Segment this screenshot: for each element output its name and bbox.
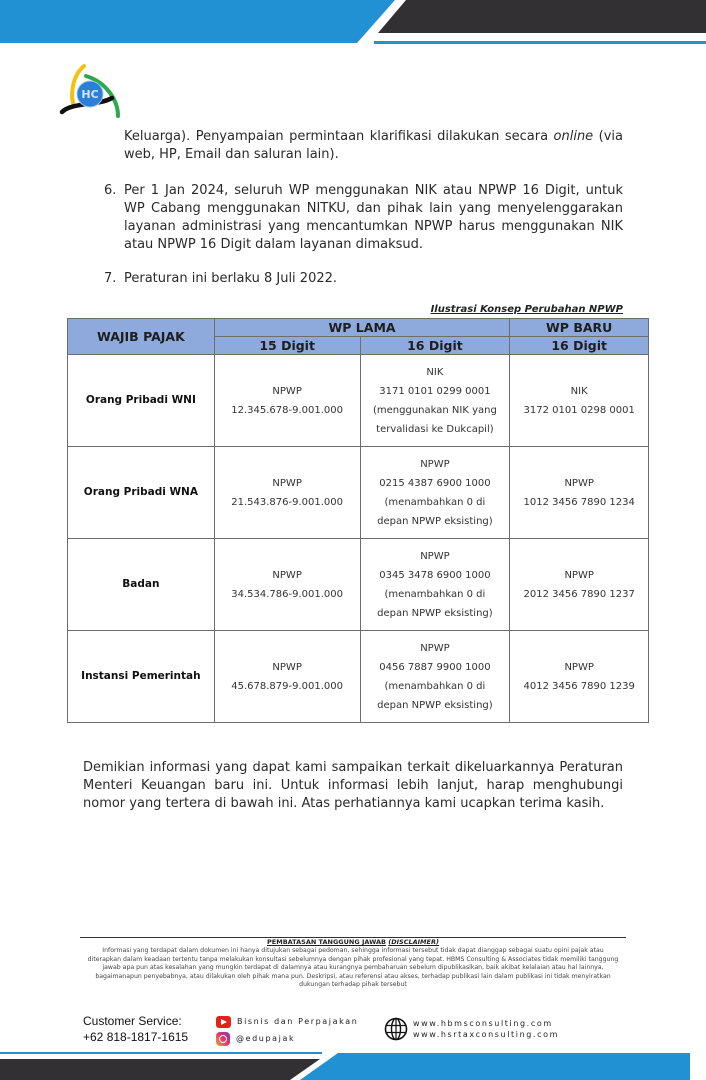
header-wajib-pajak: WAJIB PAJAK (68, 319, 215, 355)
cell-lama-16: NPWP 0215 4387 6900 1000 (menambahkan 0 di depan NPWP eksisting) (360, 447, 510, 539)
footer-dark-band (0, 1059, 320, 1080)
row-label: Badan (68, 539, 215, 631)
list-item-text: Per 1 Jan 2024, seluruh WP menggunakan NIK atau NPWP 16 Digit, untuk WP Cabang menggunakan NITKU, dan pihak lain yang menyelenggarakan layanan administrasi yang mencantumkan NPWP harus menggunakan NIK atau NPWP 16 Digit dalam layanan dimaksud. (124, 183, 623, 252)
youtube-link[interactable]: Bisnis dan Perpajakan (216, 1013, 358, 1030)
row-label: Orang Pribadi WNA (68, 447, 215, 539)
disclaimer-body: Informasi yang terdapat dalam dokumen ini hanya ditujukan sebagai pedoman, sehingga informasi tersebut tidak dapat dianggap sebagai suatu opini pajak atau diterapkan dalam keadaan tertentu tanpa melakukan konsultasi sebelumnya dengan pihak profesional yang tepat. HBMS Consulting & Associates tidak memiliki tanggung jawab apa pun atas kesalahan yang mungkin terdapat di dalamnya atau kurangnya pembaharuan sebelum dipublikasikan, baik akibat kelalaian atau hal lainnya, bagaimanapun penyebabnya, atau dilakukan oleh pihak mana pun. Deskripsi, atau referensi atau akses, terhadap publikasi lain dalam publikasi ini tidak menyiratkan dukungan terhadap pihak tersebut (87, 947, 619, 989)
table-row (68, 631, 649, 723)
cell-baru-16: NPWP 2012 3456 7890 1237 (510, 539, 649, 631)
list-number: 7. (104, 271, 117, 286)
customer-service-label: Customer Service: (83, 1014, 182, 1028)
table-row (68, 355, 649, 447)
disclaimer-title: PEMBATASAN TANGGUNG JAWAB (DISCLAIMER) (267, 938, 439, 946)
header-blue-line (374, 41, 706, 44)
cell-lama-16: NPWP 0456 7887 9900 1000 (menambahkan 0 di depan NPWP eksisting) (360, 631, 510, 723)
header-wp-baru: WP BARU (510, 319, 649, 337)
row-label: Instansi Pemerintah (68, 631, 215, 723)
instagram-icon (216, 1032, 230, 1046)
continuation-paragraph: Keluarga). Penyampaian permintaan klarifikasi dilakukan secara online (via web, HP, Email dan saluran lain). (124, 129, 623, 162)
row-label: Orang Pribadi WNI (68, 355, 215, 447)
cell-lama-16: NPWP 0345 3478 6900 1000 (menambahkan 0 di depan NPWP eksisting) (360, 539, 510, 631)
website-link-hbms[interactable]: www.hbmsconsulting.com (413, 1019, 553, 1028)
cell-lama-15: NPWP 34.534.786-9.001.000 (214, 539, 360, 631)
customer-service (83, 1013, 188, 1045)
cell-lama-15: NPWP 12.345.678-9.001.000 (214, 355, 360, 447)
header-lama-16-digit: 16 Digit (360, 337, 510, 355)
footer-blue-band (300, 1053, 690, 1080)
youtube-icon (216, 1016, 231, 1028)
hbms-logo-icon (58, 62, 122, 120)
header-baru-16-digit: 16 Digit (510, 337, 649, 355)
cell-lama-16: NIK 3171 0101 0299 0001 (menggunakan NIK yang tervalidasi ke Dukcapil) (360, 355, 510, 447)
cell-baru-16: NPWP 1012 3456 7890 1234 (510, 447, 649, 539)
globe-icon (384, 1017, 408, 1041)
customer-service-phone[interactable]: +62 818-1817-1615 (83, 1030, 189, 1044)
header-wp-lama: WP LAMA (214, 319, 510, 337)
social-links (216, 1013, 358, 1047)
header-lama-15-digit: 15 Digit (214, 337, 360, 355)
footer-blue-line (0, 1052, 322, 1054)
table-row (68, 539, 649, 631)
list-item-text: Peraturan ini berlaku 8 Juli 2022. (124, 271, 338, 286)
website-links (384, 1017, 559, 1041)
svg-text:HC: HC (81, 88, 99, 101)
cell-baru-16: NIK 3172 0101 0298 0001 (510, 355, 649, 447)
cell-lama-15: NPWP 21.543.876-9.001.000 (214, 447, 360, 539)
instagram-link[interactable]: @edupajak (216, 1030, 358, 1047)
header-blue-band (0, 0, 395, 43)
npwp-table (67, 318, 649, 723)
cell-lama-15: NPWP 45.678.879-9.001.000 (214, 631, 360, 723)
closing-paragraph: Demikian informasi yang dapat kami sampaikan terkait dikeluarkannya Peraturan Menteri Keuangan baru ini. Untuk informasi lebih lanjut, harap menghubungi nomor yang tertera di bawah ini. Atas perhatiannya kami ucapkan terima kasih. (83, 760, 623, 811)
table-row (68, 447, 649, 539)
list-number: 6. (104, 183, 117, 198)
cell-baru-16: NPWP 4012 3456 7890 1239 (510, 631, 649, 723)
header-dark-band (378, 0, 706, 33)
website-link-hsrtax[interactable]: www.hsrtaxconsulting.com (413, 1030, 559, 1039)
table-caption: Ilustrasi Konsep Perubahan NPWP (430, 304, 623, 315)
